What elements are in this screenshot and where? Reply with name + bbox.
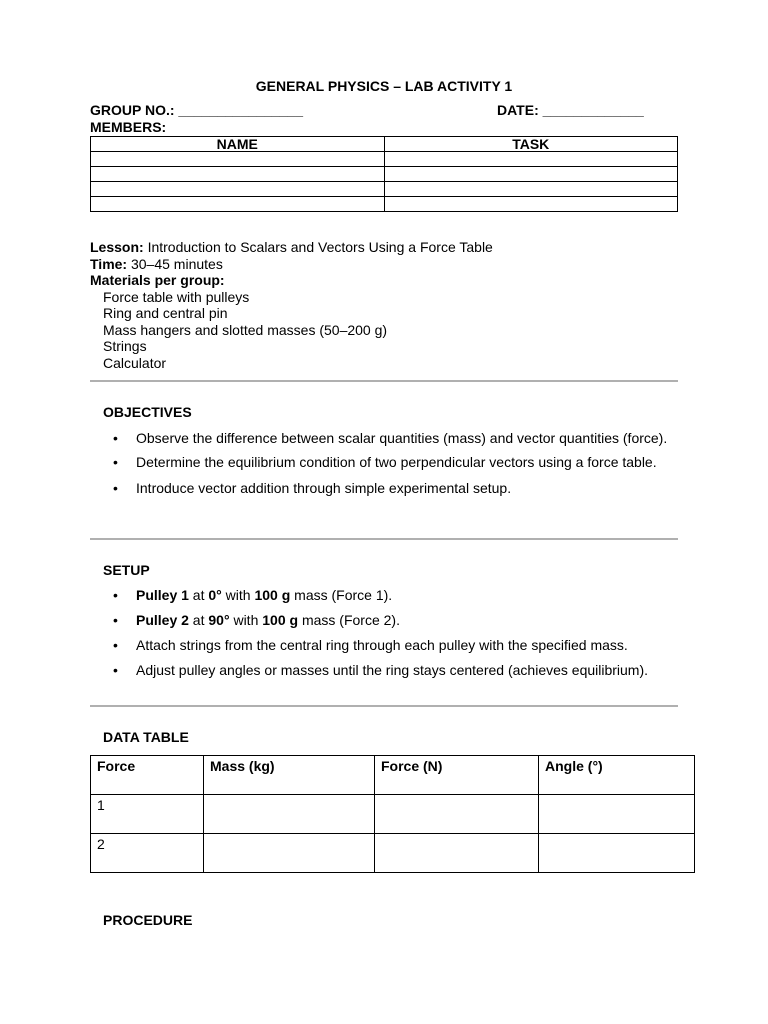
- name-cell: [91, 182, 385, 197]
- force-n-column-header: Force (N): [375, 756, 539, 795]
- name-cell: [91, 167, 385, 182]
- task-column-header: TASK: [384, 137, 678, 152]
- pulley-1-rest: mass (Force 1).: [290, 587, 393, 603]
- time-label: Time:: [90, 255, 128, 272]
- mass-cell: [204, 795, 375, 834]
- table-row: [91, 197, 678, 212]
- table-row: [91, 834, 695, 873]
- pulley-1-with: with: [221, 587, 255, 603]
- material-item: Ring and central pin: [103, 305, 228, 321]
- lesson-info: [90, 239, 493, 371]
- date-blank: _____________: [542, 102, 644, 118]
- name-column-header: NAME: [91, 137, 385, 152]
- force-cell: 1: [91, 795, 204, 834]
- time-value: 30–45 minutes: [130, 255, 223, 272]
- mass-cell: [204, 834, 375, 873]
- pulley-1-angle: 0°: [208, 587, 222, 603]
- angle-column-header: Angle (°): [539, 756, 695, 795]
- list-item: [90, 289, 493, 306]
- pulley-2-at: at: [188, 612, 209, 628]
- mass-column-header: Mass (kg): [204, 756, 375, 795]
- list-item: • Adjust pulley angles or masses until the ring stays centered (achieves equilibrium).: [90, 662, 678, 679]
- lesson-value: Introduction to Scalars and Vectors Using a Force Table: [147, 239, 493, 255]
- list-item: • Introduce vector addition through simple experimental setup.: [90, 480, 678, 497]
- section-divider: [90, 380, 678, 382]
- procedure-heading: [90, 912, 192, 928]
- procedure-heading-text: PROCEDURE: [103, 912, 193, 928]
- list-item: [90, 338, 493, 355]
- group-number-line: [90, 102, 303, 119]
- objectives-list: [90, 430, 678, 497]
- data-table-heading: [90, 729, 189, 745]
- lesson-line: [90, 239, 493, 256]
- setup-list: [90, 587, 678, 679]
- materials-heading: [90, 272, 493, 289]
- pulley-2-mass: 100 g: [262, 612, 299, 628]
- table-row: [91, 152, 678, 167]
- pulley-1-mass: 100 g: [254, 587, 291, 603]
- objectives-heading: [90, 404, 192, 420]
- task-cell: [384, 197, 678, 212]
- table-row: [91, 795, 695, 834]
- list-item: [90, 322, 493, 339]
- lesson-label: Lesson:: [90, 239, 144, 255]
- table-row: [91, 182, 678, 197]
- group-number-label: GROUP NO.:: [90, 102, 175, 118]
- objectives-heading-text: OBJECTIVES: [103, 404, 192, 420]
- section-divider: [90, 705, 678, 707]
- list-item: [90, 305, 493, 322]
- list-item: • Observe the difference between scalar quantities (mass) and vector quantities (force).: [90, 430, 678, 447]
- name-cell: [91, 197, 385, 212]
- pulley-2-rest: mass (Force 2).: [298, 612, 400, 628]
- data-table-heading-text: DATA TABLE: [103, 729, 189, 745]
- material-item: Mass hangers and slotted masses (50–200 g): [103, 321, 388, 338]
- list-item: [90, 587, 678, 604]
- list-item: • Attach strings from the central ring through each pulley with the specified mass.: [90, 637, 678, 654]
- force-n-cell: [375, 834, 539, 873]
- date-label: DATE:: [497, 102, 539, 118]
- list-item: • Determine the equilibrium condition of two perpendicular vectors using a force table.: [90, 454, 678, 471]
- group-number-blank: ________________: [178, 102, 303, 118]
- data-table-header: [91, 756, 695, 795]
- time-line: [90, 256, 493, 273]
- list-item: [90, 355, 493, 372]
- members-label: MEMBERS:: [90, 119, 167, 135]
- materials-label: Materials per group:: [90, 272, 225, 288]
- material-item: Strings: [103, 338, 147, 354]
- name-cell: [91, 152, 385, 167]
- force-column-header: Force: [91, 756, 204, 795]
- task-cell: [384, 152, 678, 167]
- pulley-2-with: with: [229, 612, 263, 628]
- pulley-2-name: Pulley 2: [136, 612, 189, 628]
- pulley-1-name: Pulley 1: [136, 587, 189, 603]
- force-n-cell: [375, 795, 539, 834]
- task-cell: [384, 182, 678, 197]
- date-line: [497, 102, 644, 119]
- members-table-header: [91, 137, 678, 152]
- pulley-2-angle: 90°: [208, 612, 230, 628]
- force-cell: 2: [91, 834, 204, 873]
- material-item: Calculator: [103, 354, 167, 371]
- data-table: [90, 755, 695, 873]
- section-divider: [90, 538, 678, 540]
- members-table: [90, 136, 678, 212]
- setup-heading-text: SETUP: [103, 562, 150, 578]
- angle-cell: [539, 795, 695, 834]
- material-item: Force table with pulleys: [103, 288, 250, 305]
- list-item: [90, 612, 678, 629]
- angle-cell: [539, 834, 695, 873]
- page-title: GENERAL PHYSICS – LAB ACTIVITY 1: [255, 78, 513, 94]
- pulley-1-at: at: [188, 587, 209, 603]
- setup-heading: [90, 562, 150, 578]
- task-cell: [384, 167, 678, 182]
- table-row: [91, 167, 678, 182]
